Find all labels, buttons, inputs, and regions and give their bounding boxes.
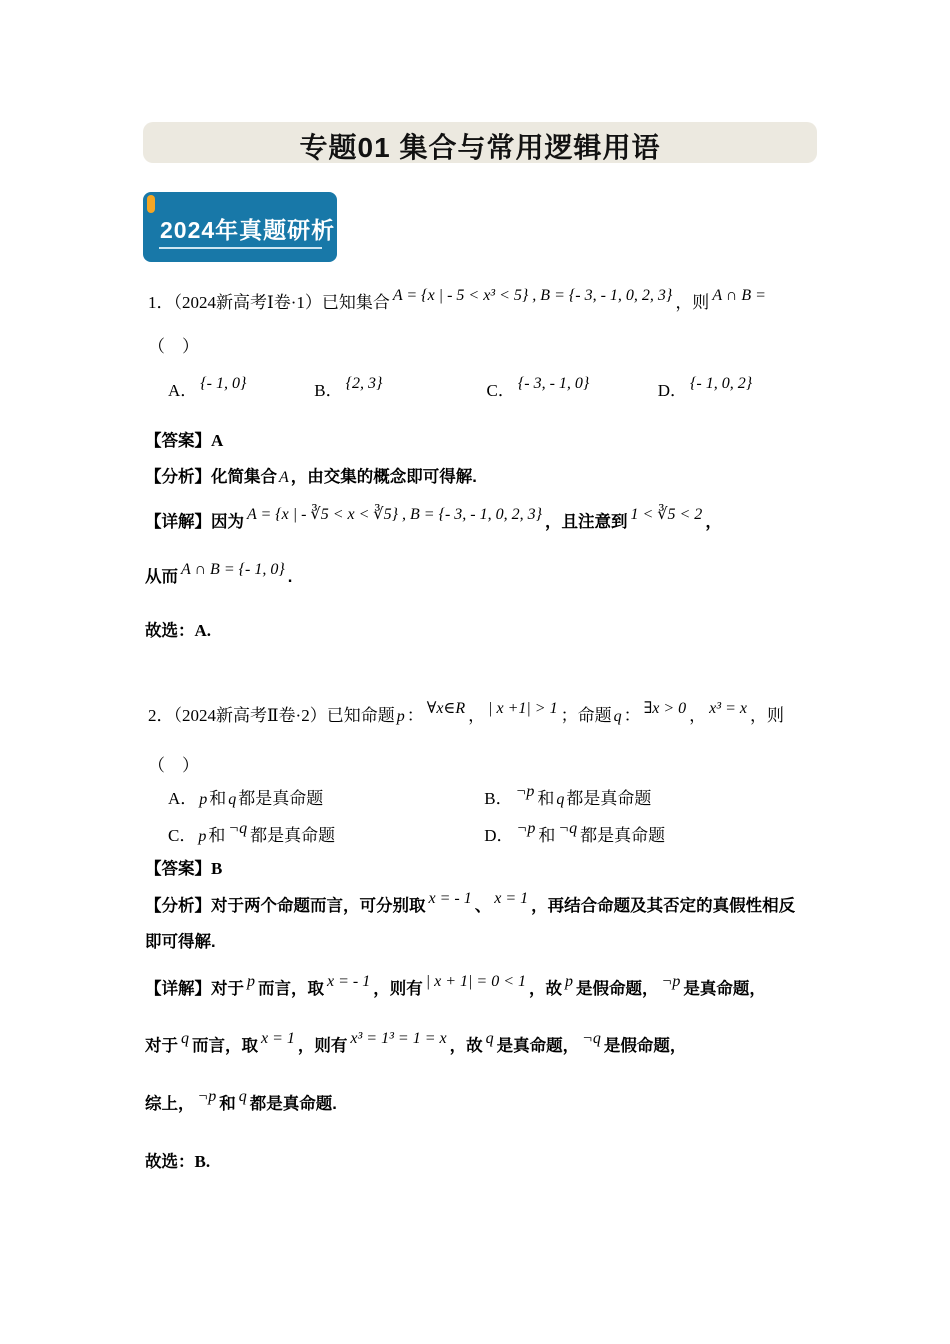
text-run: （ ）	[148, 337, 199, 356]
problem-2-choose-line	[145, 1151, 210, 1173]
text-run: 和	[209, 789, 227, 808]
math-result: A ∩ B = {- 1, 0}	[181, 561, 285, 578]
text-run: ，	[689, 706, 707, 725]
chosen-letter: B.	[194, 1152, 211, 1171]
option-c	[168, 820, 480, 848]
math-expression: A	[279, 469, 289, 486]
text-run: ，则有	[373, 980, 423, 998]
text-run: 综上，	[145, 1095, 195, 1113]
math-expression: x = - 1	[428, 890, 472, 907]
text-run: 1．（2024新高考Ⅰ卷·1）已知集合	[148, 293, 390, 312]
math-abs-inequality: | x +1| > 1	[488, 700, 558, 717]
text-run: 是真命题，	[683, 980, 766, 998]
option-math: {- 3, - 1, 0}	[517, 375, 590, 392]
problem-1-followup-line	[145, 561, 293, 589]
math-expression: p	[565, 973, 574, 990]
option-a	[168, 375, 310, 403]
text-run: ：	[406, 706, 424, 725]
text-run: .	[287, 568, 293, 586]
math-set-definition: A = {x | - 5 < x³ < 5} , B = {- 3, - 1, 0, 2, 3}	[392, 287, 673, 304]
option-b	[484, 783, 796, 811]
answer-label: 【答案】	[145, 860, 211, 878]
title-banner	[143, 122, 817, 163]
text-run: 都是真命题	[238, 789, 324, 808]
option-d	[484, 820, 796, 848]
option-d	[657, 375, 755, 403]
math-exists: ∃x > 0	[643, 700, 687, 717]
problem-2-detail-line-2	[145, 1030, 687, 1058]
math-expression: x = 1	[494, 890, 529, 907]
math-expression: ¬p	[516, 820, 536, 837]
math-expression: | x + 1| = 0 < 1	[425, 973, 527, 990]
math-expression: p	[199, 791, 208, 808]
math-simplified-set: A = {x | - ∛5 < x < ∛5} , B = {- 3, - 1, 0, 2, 3}	[247, 506, 543, 523]
option-label: B．	[314, 381, 343, 400]
problem-2-options-row-1	[168, 783, 796, 811]
option-c	[486, 375, 654, 403]
detail-label: 【详解】对于	[145, 980, 244, 998]
problem-2-analysis-line	[145, 890, 796, 918]
answer-letter: A	[211, 431, 224, 450]
text-run: ；命题	[560, 706, 612, 725]
math-expression: q	[613, 708, 622, 725]
analysis-label: 【分析】对于两个命题而言，可分别取	[145, 897, 426, 915]
math-expression: ¬p	[661, 973, 681, 990]
text-run: 即可得解.	[145, 933, 216, 951]
text-run: 都是真命题.	[249, 1095, 337, 1113]
text-run: 都是真命题	[566, 789, 652, 808]
text-run: （ ）	[148, 756, 199, 775]
math-expression: x = 1	[261, 1030, 295, 1047]
option-label: C．	[168, 826, 197, 845]
option-math: {- 1, 0, 2}	[690, 375, 753, 392]
text-run: ，则有	[297, 1037, 348, 1055]
text-run: ，且注意到	[545, 513, 628, 531]
badge-underline	[159, 247, 322, 249]
option-label: D．	[484, 826, 514, 845]
text-run: ，再结合命题及其否定的真假性相反	[531, 897, 796, 915]
math-expression: p	[247, 973, 255, 990]
answer-letter: B	[211, 859, 223, 878]
option-math: {2, 3}	[345, 375, 383, 392]
math-expression: x = - 1	[327, 973, 371, 990]
text-run: 都是真命题	[580, 826, 666, 845]
chosen-letter: A.	[194, 621, 212, 640]
text-run: 和	[537, 789, 555, 808]
math-cube-equation: x³ = x	[709, 700, 747, 717]
badge-accent-bar-icon	[147, 195, 155, 213]
math-expression: ¬q	[558, 820, 578, 837]
text-run: 故选：	[145, 622, 195, 640]
option-b	[314, 375, 482, 403]
text-run: 从而	[145, 568, 178, 586]
math-expression: q	[228, 791, 237, 808]
text-run: 、	[474, 897, 492, 915]
problem-2-detail-line	[145, 973, 766, 1001]
problem-2-stem	[148, 700, 784, 728]
badge-label: 2024年真题研析	[160, 217, 336, 243]
problem-2-answer-line	[145, 858, 222, 880]
problem-1-answer-line	[145, 430, 223, 452]
problem-1-answer-paren	[148, 336, 199, 358]
text-run: 对于	[145, 1037, 178, 1055]
answer-label: 【答案】	[145, 432, 211, 450]
text-run: ，故	[529, 980, 563, 998]
problem-1-stem	[148, 287, 769, 315]
text-run: ，则	[749, 706, 784, 725]
math-inequality: 1 < ∛5 < 2	[630, 506, 703, 523]
math-expression: ¬q	[582, 1030, 601, 1047]
option-label: D．	[657, 381, 688, 400]
text-run: 故选：	[145, 1153, 195, 1171]
text-run: 而言，取	[192, 1037, 258, 1055]
math-expression: p	[198, 828, 207, 845]
text-run: 是假命题，	[603, 1037, 687, 1055]
text-run: 和	[219, 1095, 236, 1113]
text-run: 2．（2024新高考Ⅱ卷·2）已知命题	[148, 706, 395, 725]
option-label: B．	[484, 789, 513, 808]
text-run: ，则	[675, 293, 710, 312]
math-expression: q	[238, 1088, 247, 1105]
math-expression: x³ = 1³ = 1 = x	[350, 1030, 447, 1047]
text-run: 和	[538, 826, 556, 845]
analysis-label: 【分析】化简集合	[145, 468, 277, 486]
option-label: C．	[486, 381, 515, 400]
option-label: A．	[168, 789, 198, 808]
math-expression: ¬p	[197, 1088, 217, 1105]
math-expression: p	[396, 708, 405, 725]
math-forall: ∀x∈R	[426, 700, 466, 717]
problem-2-answer-paren	[148, 755, 199, 777]
text-run: ：	[623, 706, 641, 725]
text-run: 是真命题，	[496, 1037, 580, 1055]
math-expression: q	[181, 1030, 189, 1047]
problem-2-detail-line-3	[145, 1088, 337, 1116]
text-run: ，故	[449, 1037, 483, 1055]
page-title: 专题01 集合与常用逻辑用语	[299, 131, 661, 163]
problem-2-analysis-line-2	[145, 931, 216, 953]
detail-label: 【详解】因为	[145, 513, 244, 531]
math-intersection: A ∩ B =	[712, 287, 766, 304]
problem-1-choose-line	[145, 620, 211, 642]
math-expression: ¬q	[228, 820, 248, 837]
text-run: 而言，取	[258, 980, 324, 998]
problem-1-options-row	[168, 375, 755, 403]
text-run: 是假命题，	[576, 980, 659, 998]
text-run: 都是真命题	[250, 826, 336, 845]
problem-1-detail-line	[145, 506, 722, 534]
section-badge	[143, 192, 337, 262]
problem-2-options-row-2	[168, 820, 796, 848]
option-math: {- 1, 0}	[200, 375, 247, 392]
text-run: 和	[208, 826, 226, 845]
math-expression: q	[556, 791, 565, 808]
option-a	[168, 788, 480, 811]
text-run: ，由交集的概念即可得解.	[290, 468, 477, 486]
text-run: ，	[705, 513, 722, 531]
problem-1-analysis-line	[145, 466, 477, 489]
text-run: ，	[468, 706, 486, 725]
math-expression: ¬p	[515, 783, 535, 800]
math-expression: q	[485, 1030, 494, 1047]
option-label: A．	[168, 381, 198, 400]
